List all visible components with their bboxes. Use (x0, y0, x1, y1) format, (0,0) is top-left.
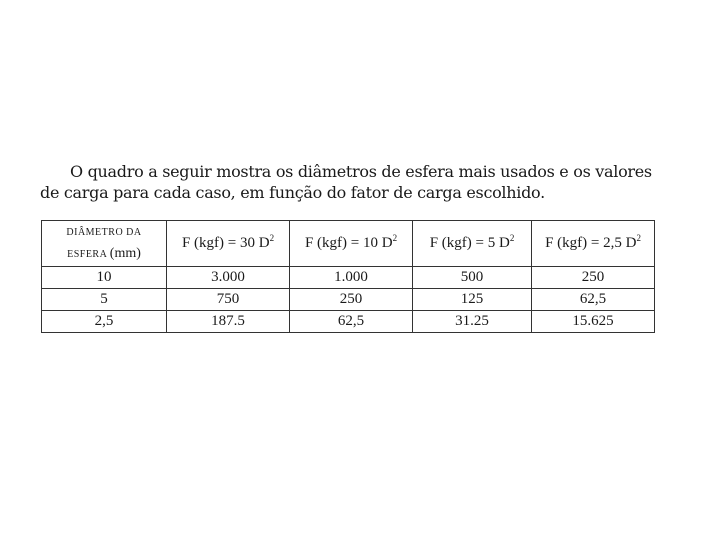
table-row (42, 267, 655, 289)
header-load-30-exp: 2 (269, 233, 275, 243)
header-load-10 (290, 221, 413, 267)
cell-load-10: 250 (290, 289, 413, 311)
header-load-2-5-base: F (kgf) = 2,5 D (545, 235, 637, 251)
header-diameter-unit: (mm) (109, 245, 141, 261)
cell-load-30: 750 (167, 289, 290, 311)
cell-load-10: 1.000 (290, 267, 413, 289)
cell-load-30: 187.5 (167, 311, 290, 333)
cell-load-5: 500 (413, 267, 532, 289)
header-load-10-base: F (kgf) = 10 D (304, 235, 393, 251)
header-load-5-exp: 2 (509, 233, 515, 243)
header-load-30 (167, 221, 290, 267)
cell-load-2-5: 62,5 (532, 289, 655, 311)
cell-load-5: 125 (413, 289, 532, 311)
cell-diameter: 5 (42, 289, 167, 311)
table-row (42, 311, 655, 333)
header-diameter-line2: ESFERA (67, 248, 107, 260)
cell-load-2-5: 15.625 (532, 311, 655, 333)
cell-load-5: 31.25 (413, 311, 532, 333)
header-diameter (42, 221, 167, 267)
table-row (42, 289, 655, 311)
cell-load-2-5: 250 (532, 267, 655, 289)
intro-paragraph: O quadro a seguir mostra os diâmetros de esfera mais usados e os valores de carga para cada caso, em função do fator de carga escolhido. (40, 162, 652, 202)
header-load-5 (413, 221, 532, 267)
table-header-row (42, 221, 655, 267)
header-load-10-exp: 2 (392, 233, 398, 243)
load-table (41, 220, 655, 333)
cell-load-10: 62,5 (290, 311, 413, 333)
header-diameter-line1: DIÂMETRO DA (66, 226, 142, 238)
header-load-2-5-exp: 2 (636, 233, 641, 243)
header-load-30-base: F (kgf) = 30 D (181, 235, 270, 251)
header-load-5-base: F (kgf) = 5 D (429, 235, 510, 251)
cell-diameter: 2,5 (42, 311, 167, 333)
cell-diameter: 10 (42, 267, 167, 289)
header-load-2-5 (532, 221, 655, 267)
cell-load-30: 3.000 (167, 267, 290, 289)
